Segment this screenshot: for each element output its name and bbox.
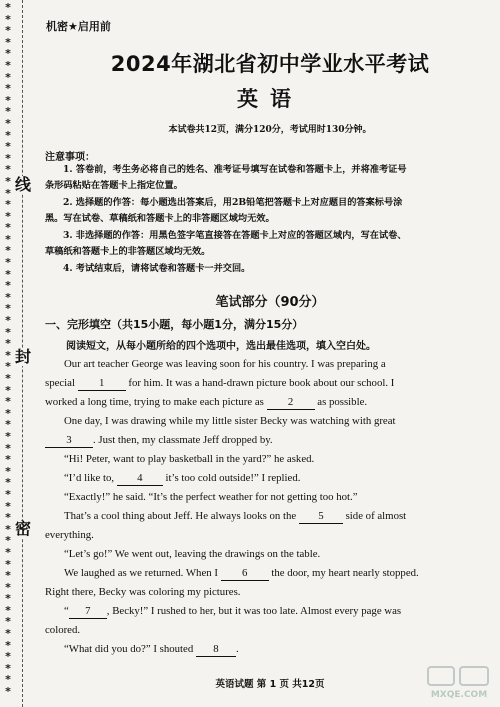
binding-margin [0,0,34,707]
passage-line: “ 7 , Becky!” I rushed to her, but it was too late. Almost every page was [64,605,402,617]
passage-line: Our art teacher George was leaving soon for his country. I was preparing a [64,358,386,370]
exam-info: 本试卷共12页，满分120分，考试用时130分钟。 [168,125,372,135]
passage-line: “Hi! Peter, want to play basketball in the yard?” he asked. [64,453,315,465]
passage-line: “I’d like to, 4 it’s too cold outside!” I replied. [64,472,301,484]
page-footer: 英语试题 第 1 页 共12页 [215,679,325,690]
notes-heading: 注意事项： [45,152,95,163]
watermark-logo [424,663,494,701]
passage-line: “Exactly!” he said. “It’s the perfect weather for not getting too hot.” [64,491,358,503]
watermark-text: MXQE.COM [430,690,488,700]
passage-line: “What did you do?” I shouted 8 . [64,643,239,655]
passage-line: special 1 for him. It was a hand-drawn picture book about our school. I [45,377,395,389]
blank-8: 8 [196,642,236,657]
section-title: 一、完形填空（共15小题，每小题1分，满分15分） [45,318,304,331]
passage-line: 3 . Just then, my classmate Jeff dropped by. [45,431,495,449]
blank-4: 4 [117,471,163,486]
passage-line: worked a long time, trying to make each picture as 2 as possible. [45,396,368,408]
passage-line: We laughed as we returned. When I 6 the door, my heart nearly stopped. [64,567,419,579]
passage-line: That’s a cool thing about Jeff. He always looks on the 5 side of almost [64,510,407,522]
passage-line: One day, I was drawing while my little sister Becky was watching with great [64,415,396,427]
note-item: 1. 答卷前，考生务必将自己的姓名、准考证号填写在试卷和答题卡上，并将准考证号 条形码粘贴在答题卡上指定位置。 [45,164,407,191]
passage-line: “Let’s go!” We went out, leaving the drawings on the table. [64,548,321,560]
binding-char-line: 线 [14,175,31,194]
section-instruction: 阅读短文，从每小题所给的四个选项中，选出最佳选项，填入空白处。 [66,341,376,352]
star-border: * * * * * * * * * * * * * * * * * * * * * * * * * * * * * * * * * * * * * * * * * * * * * * * * * * * * * * * * * * * * [5,1,11,699]
passage-line: Right there, Becky was coloring my pictures. [45,586,241,598]
passage-line: colored. [45,624,81,636]
blank-7: 7 [69,604,107,619]
blank-6: 6 [221,566,269,581]
binding-char-secret: 密 [14,519,31,538]
note-item: 3. 非选择题的作答：用黑色签字笔直接答在答题卡上对应的答题区域内，写在试卷、 草稿纸和答题卡上的非答题区域均无效。 [45,230,407,257]
blank-3: 3 [45,433,93,448]
passage-line: everything. [45,529,94,541]
note-item: 4. 考试结束后，请将试卷和答题卡一并交回。 [63,263,251,274]
subject-title: 英语 [237,87,303,111]
note-item: 2. 选择题的作答：每小题选出答案后，用2B铅笔把答题卡上对应题目的答案标号涂 黑。写在试卷、草稿纸和答题卡上的非答题区域均无效。 [45,197,403,224]
exam-title: 2024年湖北省初中学业水平考试 [110,52,430,76]
part-title: 笔试部分（90分） [215,295,325,310]
blank-2: 2 [267,395,315,410]
blank-1: 1 [78,376,126,391]
confidential-label: 机密★启用前 [46,20,111,33]
binding-char-seal: 封 [14,347,31,366]
blank-5: 5 [299,509,343,524]
